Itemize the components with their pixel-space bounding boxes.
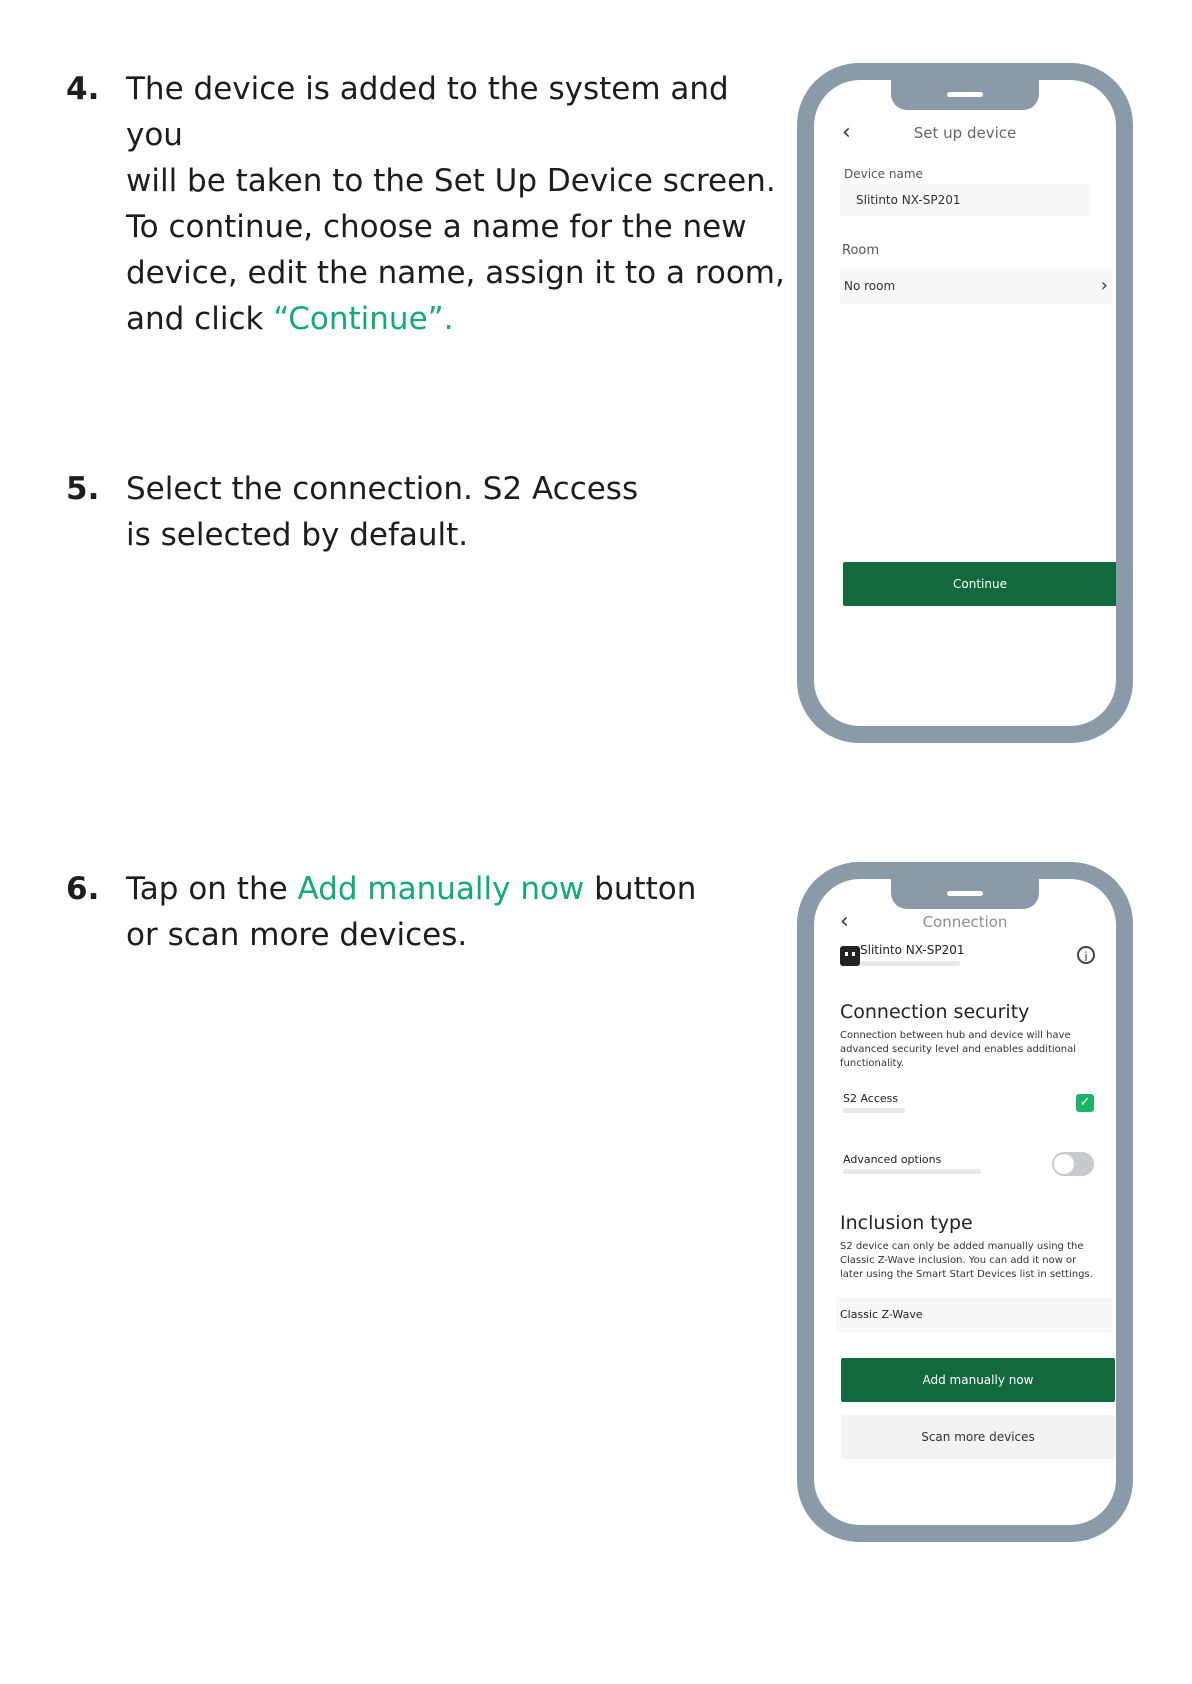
text-line: Classic Z-Wave inclusion. You can add it now or (840, 1255, 1077, 1266)
s2-access-checkbox[interactable]: ✓ (1076, 1094, 1094, 1112)
phone-notch (891, 80, 1039, 110)
step-text (126, 466, 638, 558)
step-line: The device is added to the system and you (126, 71, 729, 153)
inclusion-type-text (840, 1240, 1116, 1282)
classic-zwave-option[interactable] (836, 1297, 1112, 1333)
phone-mockup-connection (797, 862, 1133, 1542)
info-icon[interactable]: i (1077, 946, 1095, 964)
step-6 (66, 866, 746, 966)
device-name-value: Slitinto NX-SP201 (856, 193, 961, 207)
step-line: or scan more devices. (126, 917, 468, 953)
room-label: Room (842, 243, 880, 258)
device-name-label: Device name (844, 167, 923, 181)
text-line: advanced security level and enables additional (840, 1044, 1077, 1055)
phone-notch (891, 879, 1039, 909)
connection-security-heading: Connection security (840, 1001, 1030, 1023)
step-5 (66, 466, 706, 566)
step-line-prefix: Tap on the (126, 871, 298, 907)
chevron-right-icon: › (1100, 275, 1108, 296)
step-number: 6. (66, 871, 100, 907)
back-chevron-icon[interactable]: ‹ (842, 120, 851, 145)
step-line: device, edit the name, assign it to a room, (126, 255, 785, 291)
s2-access-label: S2 Access (843, 1092, 899, 1105)
add-manually-button[interactable]: Add manually now (841, 1358, 1115, 1402)
step-line (126, 866, 696, 912)
room-selector[interactable] (840, 268, 1112, 304)
step-line (126, 296, 786, 342)
step-number: 4. (66, 71, 100, 107)
device-plug-icon (840, 946, 860, 966)
inclusion-type-heading: Inclusion type (840, 1212, 973, 1234)
s2-access-sub-placeholder (843, 1108, 905, 1113)
step-line-prefix: and click (126, 301, 274, 337)
step-line-suffix: button (584, 871, 697, 907)
scan-more-devices-button[interactable]: Scan more devices (841, 1415, 1115, 1459)
step-number: 5. (66, 471, 100, 507)
classic-zwave-label: Classic Z-Wave (840, 1308, 923, 1321)
text-line: later using the Smart Start Devices list in settings. (840, 1269, 1093, 1280)
device-name: Slitinto NX-SP201 (860, 943, 965, 957)
step-line: To continue, choose a name for the new (126, 209, 747, 245)
step-line: Select the connection. S2 Access (126, 471, 639, 507)
step-line: will be taken to the Set Up Device screen. (126, 163, 776, 199)
continue-highlight: “Continue”. (273, 301, 454, 337)
advanced-options-sub-placeholder (843, 1169, 981, 1174)
text-line: Connection between hub and device will have (840, 1030, 1071, 1041)
screen-title: Connection (922, 913, 1008, 931)
room-value: No room (844, 279, 896, 293)
back-chevron-icon[interactable]: ‹ (840, 909, 849, 934)
phone-mockup-setup (797, 63, 1133, 743)
screen-title: Set up device (913, 124, 1017, 142)
step-text (126, 866, 696, 958)
continue-button[interactable]: Continue (843, 562, 1116, 606)
text-line: functionality. (840, 1058, 905, 1069)
connection-security-text (840, 1029, 1110, 1071)
device-subtitle-placeholder (860, 961, 960, 966)
step-4 (66, 66, 786, 337)
advanced-options-label: Advanced options (843, 1153, 942, 1166)
step-text (126, 66, 786, 342)
phone-screen (814, 879, 1116, 1525)
step-line: is selected by default. (126, 517, 469, 553)
phone-screen (814, 80, 1116, 726)
advanced-options-toggle[interactable] (1052, 1152, 1094, 1176)
add-manually-highlight: Add manually now (297, 871, 585, 907)
device-name-field[interactable] (840, 184, 1090, 216)
text-line: S2 device can only be added manually using the (840, 1241, 1084, 1252)
